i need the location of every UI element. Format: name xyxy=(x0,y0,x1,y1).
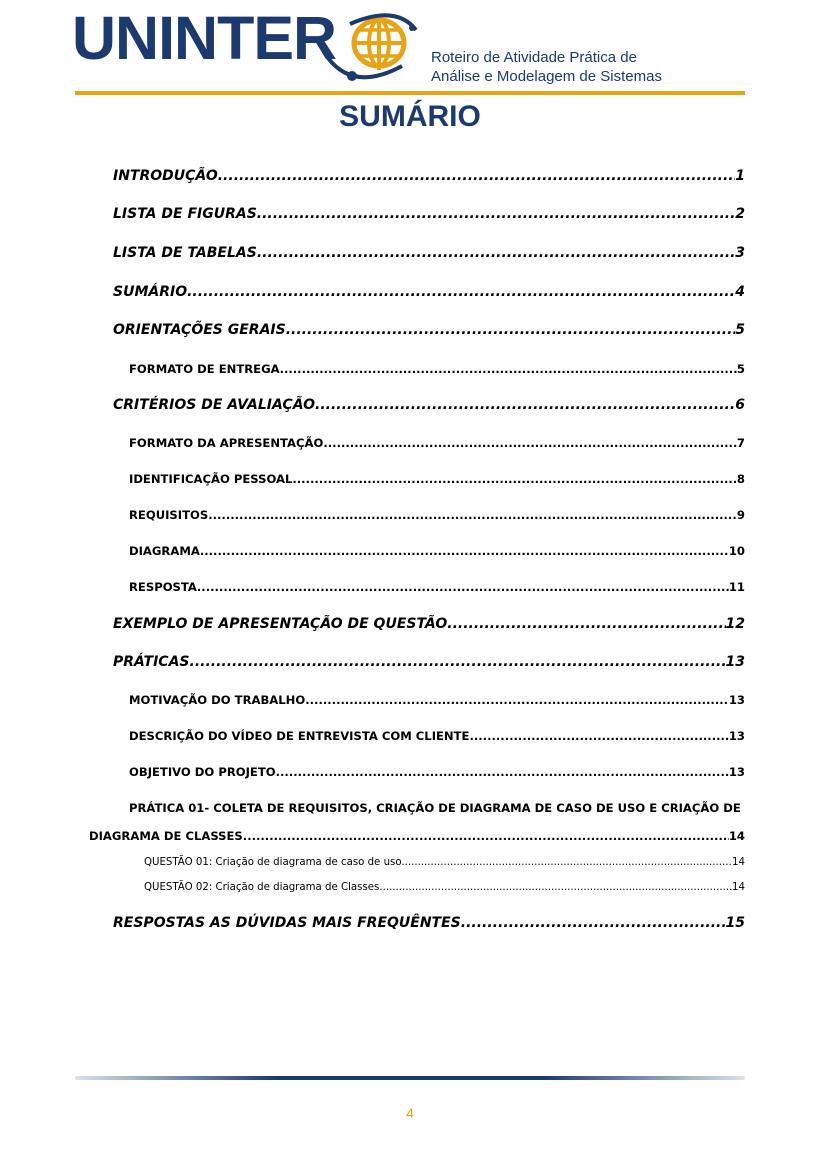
document-subtitle xyxy=(431,48,662,86)
toc-entry-label: DIAGRAMA xyxy=(129,544,200,558)
toc-entry[interactable] xyxy=(113,397,745,413)
toc-leader xyxy=(286,322,736,338)
subtitle-line-2: Análise e Modelagem de Sistemas xyxy=(431,68,662,85)
toc-entry-label: IDENTIFICAÇÃO PESSOAL xyxy=(129,472,293,486)
toc-entry-page: 13 xyxy=(728,765,745,779)
toc-entry-page: 3 xyxy=(735,245,745,261)
toc-leader xyxy=(200,544,729,558)
toc-entry-page: 6 xyxy=(735,397,745,413)
toc-entry[interactable] xyxy=(113,168,745,184)
toc-subentry[interactable] xyxy=(129,765,745,779)
toc-entry-label: FORMATO DA APRESENTAÇÃO xyxy=(129,436,324,450)
toc-entry-page: 14 xyxy=(732,857,745,868)
toc-subentry-label-line1[interactable]: PRÁTICA 01- COLETA DE REQUISITOS, CRIAÇÃO DE DIAGRAMA DE CASO DE USO E CRIAÇÃO DE xyxy=(129,801,741,815)
toc-entry-label: PRÁTICAS xyxy=(113,654,190,670)
toc-leader xyxy=(292,472,737,486)
toc-leader xyxy=(190,654,726,670)
toc-entry-label: RESPOSTAS AS DÚVIDAS MAIS FREQUÊNTES xyxy=(113,915,461,931)
toc-entry-label: ORIENTAÇÕES GERAIS xyxy=(113,322,286,338)
toc-subentry[interactable] xyxy=(129,436,745,450)
logo-wordmark: UNINTER xyxy=(72,4,337,72)
toc-leader xyxy=(405,857,732,868)
toc-entry-page: 4 xyxy=(735,284,745,300)
toc-entry-page: 9 xyxy=(736,508,745,522)
toc-entry-page: 10 xyxy=(728,544,745,558)
toc-subentry[interactable] xyxy=(129,729,745,743)
toc-entry-label: QUESTÃO 02: Criação de diagrama de Classes. xyxy=(144,882,383,893)
toc-entry-page: 13 xyxy=(728,729,745,743)
toc-leader xyxy=(305,693,729,707)
footer-divider xyxy=(75,1076,745,1080)
toc-leader xyxy=(280,362,737,376)
toc-entry[interactable] xyxy=(113,915,745,931)
toc-leader xyxy=(208,508,737,522)
toc-entry-label: OBJETIVO DO PROJETO xyxy=(129,765,276,779)
toc-entry-label: REQUISITOS xyxy=(129,508,209,522)
toc-leader xyxy=(276,765,729,779)
toc-subentry[interactable] xyxy=(129,472,745,486)
toc-entry-page: 1 xyxy=(735,168,745,184)
toc-entry-page: 15 xyxy=(725,915,745,931)
toc-subentry[interactable] xyxy=(129,508,745,522)
toc-entry-label: CRITÉRIOS DE AVALIAÇÃO xyxy=(113,397,316,413)
toc-entry-page: 2 xyxy=(735,206,745,222)
toc-leader xyxy=(323,436,737,450)
toc-entry[interactable] xyxy=(113,654,745,670)
globe-logo-icon xyxy=(324,10,422,86)
subtitle-line-1: Roteiro de Atividade Prática de xyxy=(431,49,637,66)
toc-entry-page: 14 xyxy=(728,829,745,843)
toc-entry-label: RESPOSTA xyxy=(129,580,197,594)
toc-leader xyxy=(461,915,726,931)
toc-leader xyxy=(247,829,729,843)
toc-entry-label: INTRODUÇÃO xyxy=(113,168,218,184)
toc-entry-label: MOTIVAÇÃO DO TRABALHO xyxy=(129,693,306,707)
toc-subsubentry[interactable] xyxy=(144,882,745,893)
toc-entry-label: LISTA DE TABELAS xyxy=(113,245,257,261)
toc-leader xyxy=(218,168,736,184)
toc-subentry[interactable] xyxy=(129,693,745,707)
toc-entry-label: LISTA DE FIGURAS xyxy=(113,206,257,222)
toc-entry[interactable] xyxy=(113,245,745,261)
toc-entry-page: 13 xyxy=(728,693,745,707)
toc-entry[interactable] xyxy=(113,284,745,300)
header-divider xyxy=(75,91,745,95)
toc-entry-page: 5 xyxy=(736,362,745,376)
toc-subentry[interactable] xyxy=(129,362,745,376)
toc-leader xyxy=(257,206,735,222)
page-title: SUMÁRIO xyxy=(339,100,481,133)
toc-subsubentry[interactable] xyxy=(144,857,745,868)
toc-subentry[interactable] xyxy=(129,544,745,558)
toc-leader xyxy=(257,245,735,261)
toc-leader xyxy=(447,616,725,632)
toc-leader xyxy=(469,729,728,743)
toc-leader xyxy=(315,397,735,413)
toc-entry-page: 11 xyxy=(728,580,745,594)
toc-entry[interactable] xyxy=(113,322,745,338)
toc-entry-label: FORMATO DE ENTREGA xyxy=(129,362,280,376)
toc-entry-label: QUESTÃO 01: Criação de diagrama de caso de uso. xyxy=(144,857,405,868)
toc-leader xyxy=(197,580,729,594)
page-number: 4 xyxy=(406,1105,414,1121)
toc-leader xyxy=(187,284,735,300)
toc-entry-page: 5 xyxy=(735,322,745,338)
toc-subentry[interactable] xyxy=(129,580,745,594)
toc-entry-page: 14 xyxy=(732,882,745,893)
toc-entry[interactable] xyxy=(113,616,745,632)
toc-entry-page: 7 xyxy=(736,436,745,450)
toc-entry-page: 13 xyxy=(725,654,745,670)
toc-entry-label: SUMÁRIO xyxy=(113,284,188,300)
toc-entry[interactable] xyxy=(113,206,745,222)
toc-entry-page: 12 xyxy=(725,616,745,632)
toc-entry-label: DIAGRAMA DE CLASSES. xyxy=(89,829,248,843)
toc-subentry[interactable] xyxy=(89,829,745,843)
toc-leader xyxy=(383,882,732,893)
toc-entry-page: 8 xyxy=(736,472,745,486)
toc-entry-label: DESCRIÇÃO DO VÍDEO DE ENTREVISTA COM CLIENTE xyxy=(129,729,470,743)
toc-entry-label: EXEMPLO DE APRESENTAÇÃO DE QUESTÃO xyxy=(113,616,448,632)
